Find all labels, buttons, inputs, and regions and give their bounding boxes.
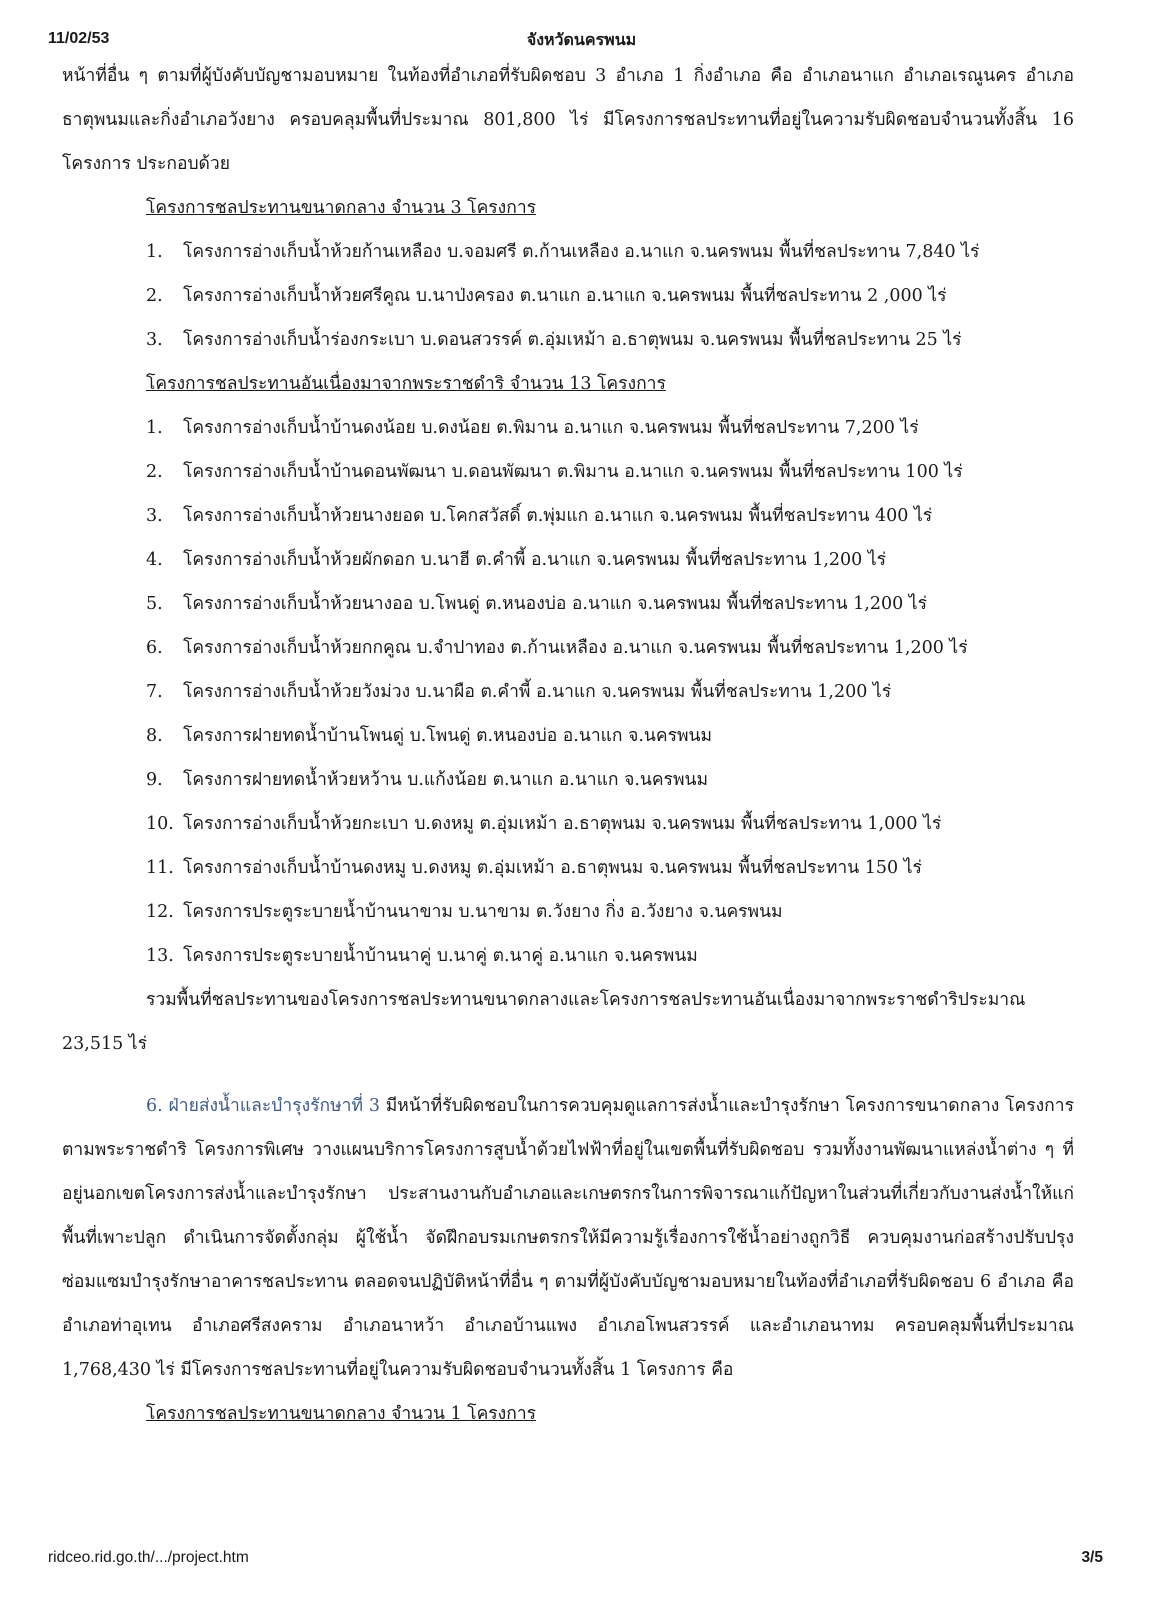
item-number: 8.: [146, 726, 163, 746]
irrigation-summary: รวมพื้นที่ชลประทานของโครงการชลประทานขนาดกลางและโครงการชลประทานอันเนื่องมาจากพระราชดำริประมาณ 23,515 ไร่: [62, 990, 1026, 1054]
item-text: โครงการอ่างเก็บน้ำบ้านดงหมู บ.ดงหมู ต.อุ่มเหม้า อ.ธาตุพนม จ.นครพนม พื้นที่ชลประทาน 150 ไร่: [183, 858, 922, 878]
list-item: [62, 890, 1074, 934]
list-item: [62, 582, 1074, 626]
list-item: [62, 802, 1074, 846]
document-body: [62, 54, 1074, 1436]
page-number: 3/5: [1081, 1549, 1103, 1566]
intro-paragraph: หน้าที่อื่น ๆ ตามที่ผู้บังคับบัญชามอบหมาย ในท้องที่อำเภอที่รับผิดชอบ 3 อำเภอ 1 กิ่งอำเภอ คือ อำเภอนาแก อำเภอเรณูนคร อำเภอธาตุพนมและกิ่งอำเภอวังยาง ครอบคลุมพื้นที่ประมาณ 801,800 ไร่ มีโครงการชลประทานที่อยู่ในความรับผิดชอบจำนวนทั้งสิ้น 16 โครงการ ประกอบด้วย: [62, 66, 1074, 174]
list-item: [62, 670, 1074, 714]
section-6-paragraph: [62, 1084, 1074, 1392]
item-number: 3.: [146, 506, 163, 526]
item-text: โครงการอ่างเก็บน้ำห้วยนางยอด บ.โคกสวัสดิ์ ต.พุ่มแก อ.นาแก จ.นครพนม พื้นที่ชลประทาน 400 ไร่: [183, 506, 933, 526]
item-number: 7.: [146, 682, 163, 702]
royal-projects-list: [62, 406, 1074, 978]
list-item: [62, 538, 1074, 582]
item-number: 4.: [146, 550, 163, 570]
item-text: โครงการอ่างเก็บน้ำห้วยกกคูณ บ.จำปาทอง ต.ก้านเหลือง อ.นาแก จ.นครพนม พื้นที่ชลประทาน 1,200 ไร่: [183, 638, 968, 658]
item-number: 12.: [146, 902, 174, 922]
medium-projects-heading: โครงการชลประทานขนาดกลาง จำนวน 3 โครงการ: [146, 198, 537, 218]
item-text: โครงการอ่างเก็บน้ำร่องกระเบา บ.ดอนสวรรค์ ต.อุ่มเหม้า อ.ธาตุพนม จ.นครพนม พื้นที่ชลประทาน 25 ไร่: [183, 330, 962, 350]
item-number: 13.: [146, 946, 174, 966]
item-number: 2.: [146, 462, 163, 482]
item-text: โครงการประตูระบายน้ำบ้านนาขาม บ.นาขาม ต.วังยาง กิ่ง อ.วังยาง จ.นครพนม: [183, 902, 783, 922]
list-item: [62, 714, 1074, 758]
item-text: โครงการประตูระบายน้ำบ้านนาคู่ บ.นาคู่ ต.นาคู่ อ.นาแก จ.นครพนม: [183, 946, 698, 966]
list-item: [62, 450, 1074, 494]
item-text: โครงการอ่างเก็บน้ำห้วยศรีคูณ บ.นาป่งครอง ต.นาแก อ.นาแก จ.นครพนม พื้นที่ชลประทาน 2 ,000 ไร่: [183, 286, 947, 306]
item-number: 3.: [146, 330, 163, 350]
item-number: 5.: [146, 594, 163, 614]
medium-projects-list: [62, 230, 1074, 362]
list-item: [62, 406, 1074, 450]
item-text: โครงการฝายทดน้ำห้วยหว้าน บ.แก้งน้อย ต.นาแก อ.นาแก จ.นครพนม: [183, 770, 708, 790]
item-text: โครงการอ่างเก็บน้ำบ้านดอนพัฒนา บ.ดอนพัฒนา ต.พิมาน อ.นาแก จ.นครพนม พื้นที่ชลประทาน 100 ไร่: [183, 462, 963, 482]
item-number: 9.: [146, 770, 163, 790]
list-item: [62, 758, 1074, 802]
item-text: โครงการอ่างเก็บน้ำห้วยนางออ บ.โพนดู่ ต.หนองบ่อ อ.นาแก จ.นครพนม พื้นที่ชลประทาน 1,200 ไร่: [183, 594, 927, 614]
item-number: 1.: [146, 242, 163, 262]
item-number: 6.: [146, 638, 163, 658]
list-item: [62, 626, 1074, 670]
item-number: 1.: [146, 418, 163, 438]
section-6-body: มีหน้าที่รับผิดชอบในการควบคุมดูแลการส่งน้ำและบำรุงรักษา โครงการขนาดกลาง โครงการตามพระราชดำริ โครงการพิเศษ วางแผนบริการโครงการสูบน้ำด้วยไฟฟ้าที่อยู่ในเขตพื้นที่รับผิดชอบ รวมทั้งงานพัฒนาแหล่งน้ำต่าง ๆ ที่อยู่นอกเขตโครงการส่งน้ำและบำรุงรักษา ประสานงานกับอำเภอและเกษตรกรในการพิจารณาแก้ปัญหาในส่วนที่เกี่ยวกับงานส่งน้ำให้แก่พื้นที่เพาะปลูก ดำเนินการจัดตั้งกลุ่ม ผู้ใช้น้ำ จัดฝึกอบรมเกษตรกรให้มีความรู้เรื่องการใช้น้ำอย่างถูกวิธี ควบคุมงานก่อสร้างปรับปรุงซ่อมแซมบำรุงรักษาอาคารชลประทาน ตลอดจนปฏิบัติหน้าที่อื่น ๆ ตามที่ผู้บังคับบัญชามอบหมายในท้องที่อำเภอที่รับผิดชอบ 6 อำเภอ คือ อำเภอท่าอุเทน อำเภอศรีสงคราม อำเภอนาหว้า อำเภอบ้านแพง อำเภอโพนสวรรค์ และอำเภอนาทม ครอบคลุมพื้นที่ประมาณ 1,768,430 ไร่ มีโครงการชลประทานที่อยู่ในความรับผิดชอบจำนวนทั้งสิ้น 1 โครงการ คือ: [62, 1096, 1074, 1380]
list-item: [62, 230, 1074, 274]
section-6-title: 6. ฝ่ายส่งน้ำและบำรุงรักษาที่ 3: [146, 1096, 380, 1116]
item-text: โครงการฝายทดน้ำบ้านโพนดู่ บ.โพนดู่ ต.หนองบ่อ อ.นาแก จ.นครพนม: [183, 726, 712, 746]
item-number: 11.: [146, 858, 174, 878]
footer-url: ridceo.rid.go.th/.../project.htm: [48, 1549, 249, 1566]
list-item: [62, 846, 1074, 890]
item-number: 10.: [146, 814, 174, 834]
list-item: [62, 934, 1074, 978]
item-text: โครงการอ่างเก็บน้ำห้วยก้านเหลือง บ.จอมศรี ต.ก้านเหลือง อ.นาแก จ.นครพนม พื้นที่ชลประทาน 7,840 ไร่: [183, 242, 980, 262]
header-title: จังหวัดนครพนม: [526, 30, 637, 49]
list-item: [62, 494, 1074, 538]
item-text: โครงการอ่างเก็บน้ำบ้านดงน้อย บ.ดงน้อย ต.พิมาน อ.นาแก จ.นครพนม พื้นที่ชลประทาน 7,200 ไร่: [183, 418, 919, 438]
item-text: โครงการอ่างเก็บน้ำห้วยวังม่วง บ.นาผือ ต.คำพี้ อ.นาแก จ.นครพนม พื้นที่ชลประทาน 1,200 ไร่: [183, 682, 892, 702]
item-number: 2.: [146, 286, 163, 306]
list-item: [62, 274, 1074, 318]
royal-projects-heading: โครงการชลประทานอันเนื่องมาจากพระราชดำริ จำนวน 13 โครงการ: [146, 374, 666, 394]
list-item: [62, 318, 1074, 362]
header-date: 11/02/53: [48, 30, 110, 47]
section-6-projects-heading: โครงการชลประทานขนาดกลาง จำนวน 1 โครงการ: [146, 1404, 537, 1424]
item-text: โครงการอ่างเก็บน้ำห้วยกะเบา บ.ดงหมู ต.อุ่มเหม้า อ.ธาตุพนม จ.นครพนม พื้นที่ชลประทาน 1,000 ไร่: [183, 814, 942, 834]
item-text: โครงการอ่างเก็บน้ำห้วยผักดอก บ.นาฮี ต.คำพี้ อ.นาแก จ.นครพนม พื้นที่ชลประทาน 1,200 ไร่: [183, 550, 887, 570]
